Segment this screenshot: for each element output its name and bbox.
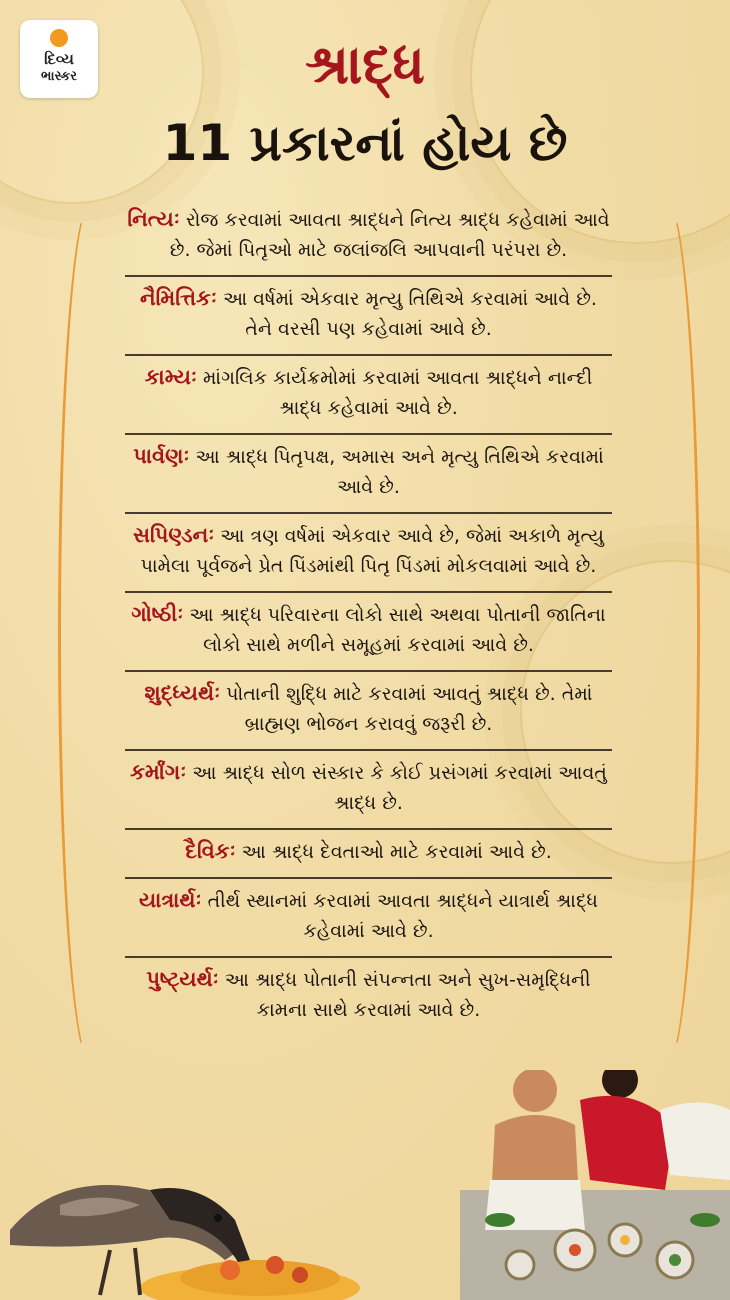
logo-line2: ભાસ્કર: [41, 69, 77, 84]
shraddh-ritual-illustration: [460, 1070, 730, 1300]
item-text: રોજ કરવામાં આવતા શ્રાદ્ધને નિત્ય શ્રાદ્ધ કહેવામાં આવે છે. જેમાં પિતૃઓ માટે જલાંજલિ આપવાની પરંપરા છે.: [169, 209, 610, 261]
item-term: શુદ્ધ્યર્થઃ: [144, 681, 221, 705]
list-item: [125, 958, 612, 1035]
item-term: દૈવિકઃ: [185, 839, 236, 863]
item-term: સપિણ્ડનઃ: [133, 523, 215, 547]
divider: [125, 591, 612, 593]
divider: [125, 956, 612, 958]
item-term: નિત્યઃ: [127, 207, 180, 231]
item-text: પોતાની શુદ્ધિ માટે કરવામાં આવતું શ્રાદ્ધ છે. તેમાં બ્રાહ્મણ ભોજન કરાવવું જરૂરી છે.: [220, 683, 593, 735]
ornament-arc-right: [634, 200, 700, 1066]
divider: [125, 512, 612, 514]
divider: [125, 433, 612, 435]
divider: [125, 354, 612, 356]
list-item: [125, 514, 612, 591]
list-item: [125, 435, 612, 512]
item-text: તીર્થ સ્થાનમાં કરવામાં આવતા શ્રાદ્ધને યાત્રાર્થ શ્રાદ્ધ કહેવામાં આવે છે.: [201, 890, 598, 942]
item-term: કામ્યઃ: [144, 365, 197, 389]
item-text: આ શ્રાદ્ધ સોળ સંસ્કાર કે કોઈ પ્રસંગમાં કરવામાં આવતું શ્રાદ્ધ છે.: [186, 762, 607, 814]
item-term: પુષ્ટ્યર્થઃ: [146, 967, 219, 991]
page-title: શ્રાદ્ધ: [305, 33, 425, 96]
item-text: આ શ્રાદ્ધ પરિવારના લોકો સાથે અથવા પોતાની જાતિના લોકો સાથે મળીને સમૂહમાં કરવામાં આવે છે.: [183, 604, 606, 656]
item-text: આ ત્રણ વર્ષમાં એકવાર આવે છે, જેમાં અકાળે મૃત્યુ પામેલા પૂર્વજને પ્રેત પિંડમાંથી પિતૃ પિંડમાં મોકલવામાં આવે છે.: [140, 525, 604, 577]
divider: [125, 749, 612, 751]
list-item: [125, 277, 612, 354]
list-item: [125, 672, 612, 749]
divider: [125, 828, 612, 830]
shraddh-type-list: [125, 198, 612, 1035]
item-term: યાત્રાર્થઃ: [139, 888, 202, 912]
item-text: આ શ્રાદ્ધ દેવતાઓ માટે કરવામાં આવે છે.: [235, 841, 552, 863]
item-term: ગોષ્ઠીઃ: [131, 602, 184, 626]
list-item: [125, 356, 612, 433]
list-item: [125, 593, 612, 670]
page-subtitle: 11 પ્રકારનાં હોય છે: [162, 114, 568, 172]
ornament-arc-left: [58, 200, 124, 1066]
item-text: આ શ્રાદ્ધ પોતાની સંપન્નતા અને સુખ-સમૃદ્ધિની કામના સાથે કરવામાં આવે છે.: [218, 969, 591, 1021]
divider: [125, 670, 612, 672]
item-term: કર્માંગઃ: [130, 760, 187, 784]
list-item: [125, 879, 612, 956]
item-term: પાર્વણઃ: [133, 444, 190, 468]
divider: [125, 877, 612, 879]
item-text: માંગલિક કાર્યક્રમોમાં કરવામાં આવતા શ્રાદ્ધને નાન્દી શ્રાદ્ધ કહેવામાં આવે છે.: [196, 367, 593, 419]
crow-eating-illustration: [0, 1110, 360, 1300]
item-term: નૈમિત્તિકઃ: [140, 286, 217, 310]
divider: [125, 275, 612, 277]
item-text: આ વર્ષમાં એકવાર મૃત્યુ તિથિએ કરવામાં આવે છે. તેને વરસી પણ કહેવામાં આવે છે.: [216, 288, 597, 340]
list-item: [125, 198, 612, 275]
list-item: [125, 830, 612, 877]
logo-line1: દિવ્ય: [44, 50, 74, 68]
item-text: આ શ્રાદ્ધ પિતૃપક્ષ, અમાસ અને મૃત્યુ તિથિએ કરવામાં આવે છે.: [189, 446, 604, 498]
list-item: [125, 751, 612, 828]
